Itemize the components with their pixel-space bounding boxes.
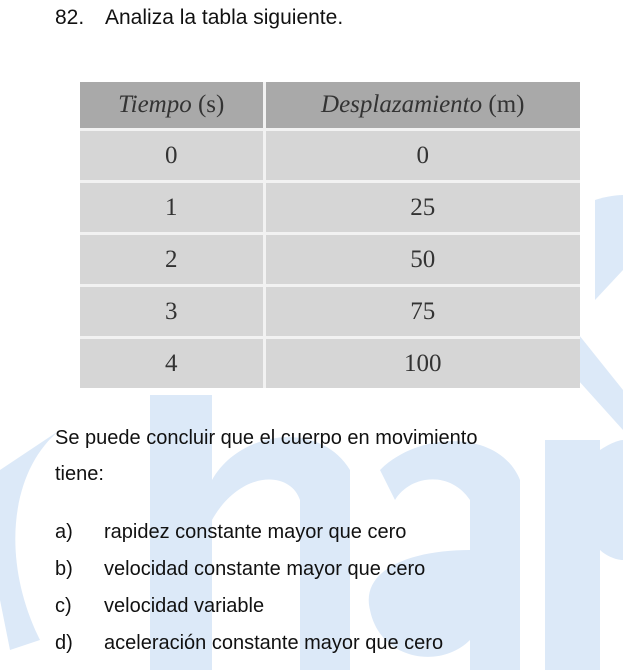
option-letter: c) [55, 595, 72, 617]
data-table [80, 82, 580, 388]
table-cell-displacement: 75 [264, 286, 580, 338]
table-cell-displacement: 0 [264, 130, 580, 182]
table-row [80, 234, 580, 286]
answer-options [55, 514, 443, 662]
option-text: aceleración constante mayor que cero [104, 632, 444, 654]
option-b[interactable] [55, 551, 443, 588]
table-cell-time: 2 [80, 234, 264, 286]
table-row [80, 286, 580, 338]
table-cell-time: 1 [80, 182, 264, 234]
option-text: rapidez constante mayor que cero [104, 521, 407, 543]
table-row [80, 130, 580, 182]
question-prompt: Se puede concluir que el cuerpo en movimiento tiene: [55, 427, 478, 485]
table-cell-time: 0 [80, 130, 264, 182]
table-header-row [80, 82, 580, 130]
question-number: 82. [55, 6, 85, 29]
table-header-time: Tiempo (s) [80, 82, 264, 130]
option-letter: a) [55, 521, 73, 543]
question-title: Analiza la tabla siguiente. [105, 6, 344, 29]
table-row [80, 182, 580, 234]
option-d[interactable] [55, 625, 443, 662]
table-header-displacement: Desplazamiento (m) [264, 82, 580, 130]
table-cell-displacement: 25 [264, 182, 580, 234]
table-row [80, 338, 580, 389]
option-letter: d) [55, 632, 73, 654]
question-header [55, 6, 343, 30]
option-c[interactable] [55, 588, 443, 625]
option-letter: b) [55, 558, 73, 580]
option-a[interactable] [55, 514, 443, 551]
option-text: velocidad variable [104, 595, 265, 617]
table-cell-time: 3 [80, 286, 264, 338]
table-cell-displacement: 100 [264, 338, 580, 389]
option-text: velocidad constante mayor que cero [104, 558, 426, 580]
table-cell-time: 4 [80, 338, 264, 389]
table-cell-displacement: 50 [264, 234, 580, 286]
